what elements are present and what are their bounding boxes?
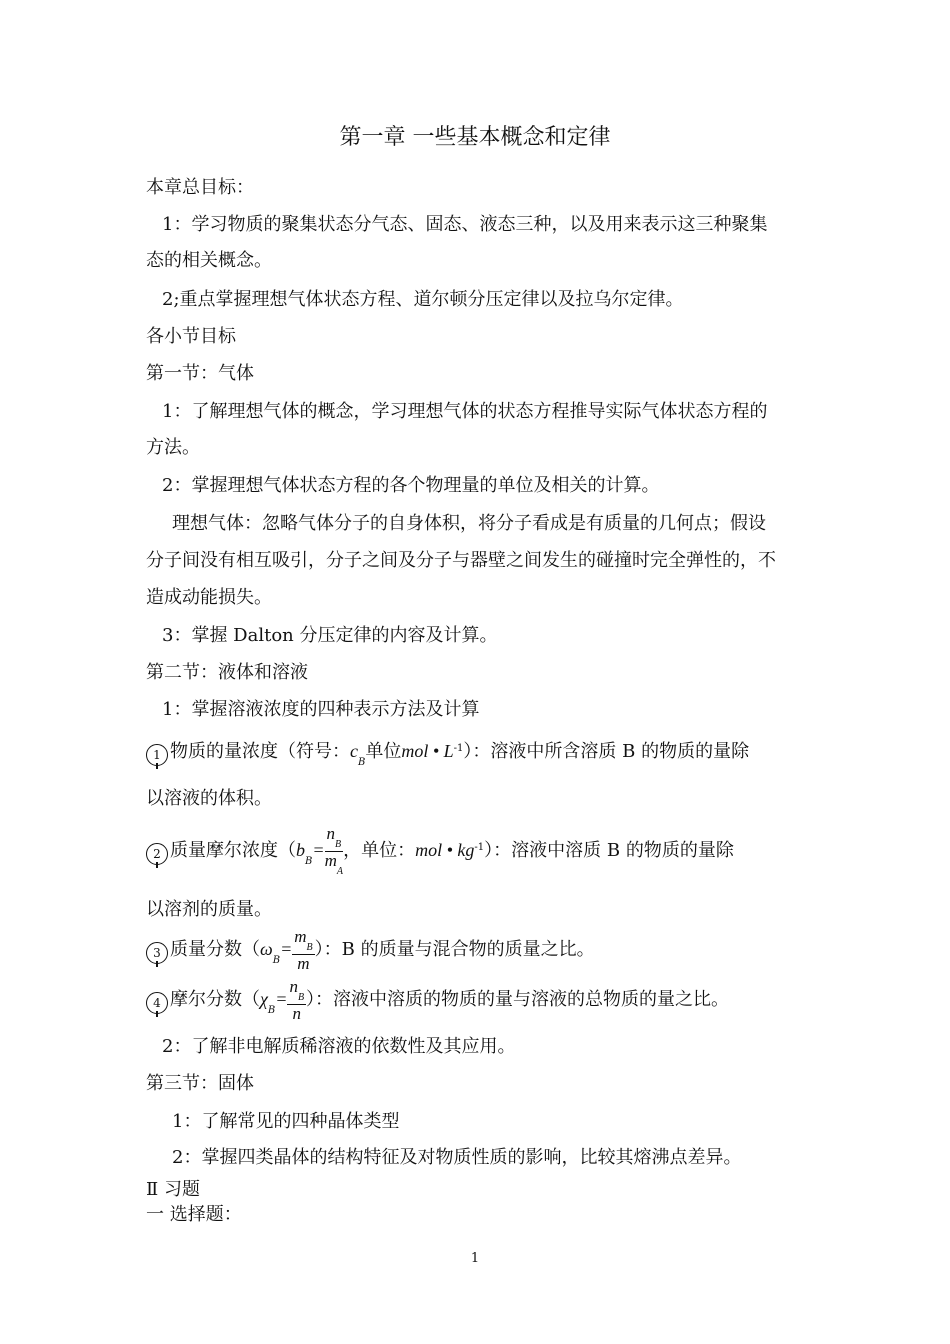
fraction: $\frac{n_B}{n}$: [289, 977, 305, 1023]
chapter-title: 第一章 一些基本概念和定律: [339, 125, 611, 150]
text-line: 3：掌握 Dalton 分压定律的内容及计算。: [162, 625, 498, 646]
text-line: 1：了解常见的四种晶体类型: [172, 1111, 400, 1132]
section-heading: 一 选择题：: [146, 1204, 242, 1225]
page-number: 1: [470, 1251, 480, 1266]
text-line: 本章总目标：: [146, 177, 254, 198]
concentration-item-4: 4 摩尔分数（$\chi_B=$ $\frac{n_B}{n}$ ）：溶液中溶质的物质的量与溶液的总物质的量之比。: [146, 978, 729, 1022]
text-line: 态的相关概念。: [146, 250, 272, 271]
concentration-item-1: 1 物质的量浓度（符号：$c_B$单位mol • $L^{-1}$）：溶液中所含溶质 B 的物质的量除: [146, 737, 749, 768]
section-heading: 第三节：固体: [146, 1073, 254, 1094]
text-line: 1：了解理想气体的概念，学习理想气体的状态方程推导实际气体状态方程的: [162, 401, 768, 422]
concentration-item-3: 3 质量分数（$\omega_B=$ $\frac{m_B}{m}$ ）：B 的质量与混合物的质量之比。: [146, 928, 595, 972]
text-line: 造成动能损失。: [146, 587, 272, 608]
circled-number-icon: 4: [146, 992, 168, 1014]
text-line: 以溶液的体积。: [146, 788, 272, 809]
text-line: 2：掌握理想气体状态方程的各个物理量的单位及相关的计算。: [162, 475, 660, 496]
concentration-item-2: 2 质量摩尔浓度（$b_B=$ $\frac{n_B}{m_A}$ ，单位：mol • $kg^{-1}$）：溶液中溶质 B 的物质的量除: [146, 825, 734, 877]
text-line: 方法。: [146, 437, 200, 458]
section-heading: Ⅱ 习题: [146, 1179, 200, 1200]
text-line: 2：了解非电解质稀溶液的依数性及其应用。: [162, 1036, 516, 1057]
circled-number-icon: 3: [146, 942, 168, 964]
text-line: 分子间没有相互吸引，分子之间及分子与器壁之间发生的碰撞时完全弹性的，不: [146, 550, 776, 571]
section-heading: 第一节：气体: [146, 363, 254, 384]
circled-number-icon: 2: [146, 843, 168, 865]
circled-number-icon: 1: [146, 744, 168, 766]
text-line: 2;重点掌握理想气体状态方程、道尔顿分压定律以及拉乌尔定律。: [162, 289, 684, 310]
fraction: $\frac{n_B}{m_A}$: [324, 824, 344, 877]
text-line: 1：掌握溶液浓度的四种表示方法及计算: [162, 699, 480, 720]
text-line: 1：学习物质的聚集状态分气态、固态、液态三种，以及用来表示这三种聚集: [162, 214, 768, 235]
section-heading: 第二节：液体和溶液: [146, 662, 308, 683]
text-line: 理想气体：忽略气体分子的自身体积，将分子看成是有质量的几何点；假设: [172, 513, 766, 534]
section-heading: 各小节目标: [146, 326, 236, 347]
fraction: $\frac{m_B}{m}$: [294, 927, 313, 973]
text-line: 以溶剂的质量。: [146, 899, 272, 920]
text-line: 2：掌握四类晶体的结构特征及对物质性质的影响，比较其熔沸点差异。: [172, 1147, 742, 1168]
